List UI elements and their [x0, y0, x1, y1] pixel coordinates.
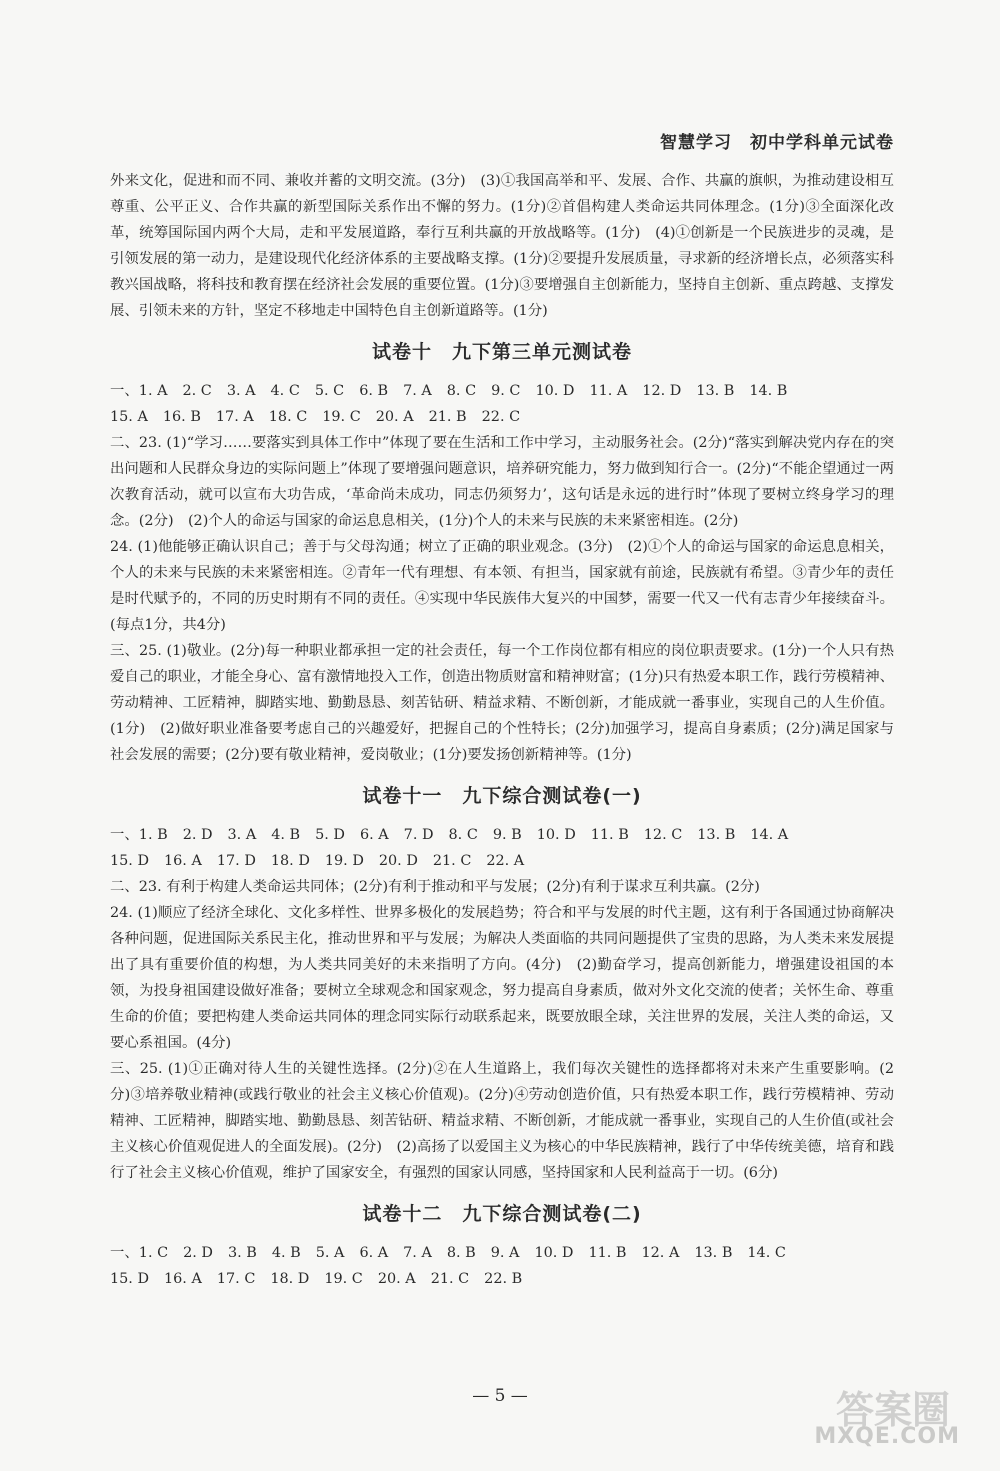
mc-answer: 10. D	[534, 1245, 574, 1261]
answer-paragraph: 三、25. (1)①正确对待人生的关键性选择。(2分)②在人生道路上，我们每次关键性的选择都将对未来产生重要影响。(2分)③培养敬业精神(或践行敬业的社会主义核心价值观)。(2分)④劳动创造价值，只有热爱本职工作，践行劳模精神、劳动精神、工匠精神，脚踏实地、勤勤恳恳、刻苦钻研、精益求精、不断创新，才能成就一番事业，实现自己的人生价值(或社会主义核心价值观促进人的全面发展)。(2分) (2)高扬了以爱国主义为核心的中华民族精神，践行了中华传统美德，培育和践行了社会主义核心价值观，维护了国家安全，有强烈的国家认同感，坚持国家和人民利益高于一切。(6分)	[110, 1061, 894, 1181]
answer-paragraph: 24. (1)他能够正确认识自己；善于与父母沟通；树立了正确的职业观念。(3分) (2)①个人的命运与国家的命运息息相关，个人的未来与民族的未来紧密相连。②青年一代有理想、有本领、有担当，国家就有前途，民族就有希望。③青少年的责任是时代赋予的，不同的历史时期有不同的责任。④实现中华民族伟大复兴的中国梦，需要一代又一代有志青少年接续奋斗。(每点1分，共4分)	[110, 539, 894, 633]
mc-answer: 10. D	[536, 827, 576, 843]
answer-paragraph: 三、25. (1)敬业。(2分)每一种职业都承担一定的社会责任，每一个工作岗位都有相应的岗位职责要求。(1分)一个人只有热爱自己的职业，才能全身心、富有激情地投入工作，创造出物质财富和精神财富；(1分)只有热爱本职工作，践行劳模精神、劳动精神、工匠精神，脚踏实地、勤勤恳恳、刻苦钻研、精益求精、不断创新，才能成就一番事业，实现自己的人生价值。(1分) (2)做好职业准备要考虑自己的兴趣爱好，把握自己的个性特长；(2分)加强学习，提高自身素质；(2分)满足国家与社会发展的需要；(2分)要有敬业精神，爱岗敬业；(1分)要发扬创新精神等。(1分)	[110, 643, 894, 763]
mc-answer: 6. A	[359, 1245, 389, 1261]
mc-answer: 6. A	[359, 827, 389, 843]
mc-prefix: 一、	[110, 827, 139, 843]
mc-answer: 2. D	[182, 827, 213, 843]
mc-answer: 21. B	[428, 409, 467, 425]
mc-answers-row	[110, 1266, 894, 1292]
mc-answer: 8. C	[446, 383, 477, 399]
mc-answer: 11. A	[589, 383, 628, 399]
mc-answer: 18. D	[270, 853, 310, 869]
mc-answer: 5. C	[314, 383, 345, 399]
mc-answer: 1. C	[138, 1245, 169, 1261]
mc-answer: 16. B	[162, 409, 201, 425]
mc-answer: 3. B	[227, 1245, 257, 1261]
mc-answer: 20. D	[378, 853, 418, 869]
watermark-logo-text: 答案圈	[835, 1388, 950, 1432]
mc-answers-row	[110, 848, 894, 874]
mc-answers-row	[110, 1240, 894, 1266]
mc-answer: 13. B	[696, 383, 735, 399]
mc-answer: 22. C	[481, 409, 521, 425]
mc-answer: 14. C	[747, 1245, 786, 1261]
mc-answer: 19. C	[322, 409, 361, 425]
mc-answer: 15. D	[110, 853, 149, 869]
mc-answer: 19. C	[324, 1271, 363, 1287]
mc-answer: 4. B	[271, 1245, 301, 1261]
mc-answer: 12. D	[642, 383, 682, 399]
mc-answer: 11. B	[588, 1245, 627, 1261]
mc-answers-row	[110, 404, 894, 430]
mc-answers-row	[110, 378, 894, 404]
page-number: — 5 —	[472, 1386, 528, 1406]
intro-paragraph: 外来文化，促进和而不同、兼收并蓄的文明交流。(3分) (3)①我国高举和平、发展、合作、共赢的旗帜，为推动建设相互尊重、公平正义、合作共赢的新型国际关系作出不懈的努力。(1分)②首倡构建人类命运共同体理念。(1分)③全面深化改革，统筹国际国内两个大局，走和平发展道路，奉行互利共赢的开放战略等。(1分) (4)①创新是一个民族进步的灵魂，是引领发展的第一动力，是建设现代化经济体系的主要战略支撑。(1分)②要提升发展质量，寻求新的经济增长点，必须落实科教兴国战略，将科技和教育摆在经济社会发展的重要位置。(1分)③要增强自主创新能力，坚持自主创新、重点跨越、支撑发展、引领未来的方针，坚定不移地走中国特色自主创新道路等。(1分)	[110, 173, 894, 319]
mc-answer: 13. B	[694, 1245, 733, 1261]
mc-answers-row	[110, 822, 894, 848]
section-title: 试卷十 九下第三单元测试卷	[371, 341, 632, 363]
mc-answer: 14. B	[749, 383, 788, 399]
mc-answer: 16. A	[164, 1271, 202, 1287]
mc-answer: 13. B	[697, 827, 736, 843]
mc-prefix: 一、	[110, 383, 139, 399]
mc-answer: 11. B	[590, 827, 629, 843]
mc-answer: 3. A	[226, 383, 256, 399]
mc-answer: 18. D	[270, 1271, 310, 1287]
mc-answer: 15. A	[110, 409, 148, 425]
mc-answer: 14. A	[750, 827, 789, 843]
mc-answer: 10. D	[535, 383, 575, 399]
mc-answer: 8. B	[446, 1245, 476, 1261]
mc-answer: 19. D	[324, 853, 364, 869]
mc-answer: 17. A	[215, 409, 254, 425]
mc-prefix: 一、	[110, 1245, 139, 1261]
watermark-logo	[790, 1379, 960, 1449]
mc-answer: 18. C	[268, 409, 308, 425]
mc-answer: 17. C	[216, 1271, 256, 1287]
mc-answer: 15. D	[110, 1271, 149, 1287]
answer-paragraph: 二、23. (1)“学习……要落实到具体工作中”体现了要在生活和工作中学习，主动服务社会。(2分)“落实到解决党内存在的突出问题和人民群众身边的实际问题上”体现了要增强问题意识，培养研究能力，努力做到知行合一。(2分)“不能企望通过一两次教育活动，就可以宣布大功告成，‘革命尚未成功，同志仍须努力’，这句话是永远的进行时”体现了要树立终身学习的理念。(2分) (2)个人的命运与国家的命运息息相关，(1分)个人的未来与民族的未来紧密相连。(2分)	[110, 435, 894, 529]
section-title: 试卷十一 九下综合测试卷(一)	[362, 785, 642, 807]
mc-answer: 21. C	[432, 853, 472, 869]
answer-content	[110, 168, 894, 1292]
mc-answer: 21. C	[430, 1271, 470, 1287]
mc-answer: 6. B	[359, 383, 389, 399]
answer-paragraph: 二、23. 有利于构建人类命运共同体；(2分)有利于推动和平与发展；(2分)有利于谋求互利共赢。(2分)	[110, 879, 760, 895]
mc-answer: 1. B	[138, 827, 168, 843]
section-title: 试卷十二 九下综合测试卷(二)	[362, 1203, 642, 1225]
mc-answer: 9. A	[490, 1245, 520, 1261]
mc-answer: 2. C	[182, 383, 212, 399]
mc-answer: 7. A	[403, 383, 432, 399]
mc-answer: 16. A	[164, 853, 202, 869]
mc-answer: 20. A	[375, 409, 414, 425]
mc-answer: 17. D	[216, 853, 256, 869]
mc-answer: 20. A	[377, 1271, 416, 1287]
watermark-url: MXQE.COM	[814, 1424, 960, 1449]
page-header: 智慧学习 初中学科单元试卷	[660, 133, 894, 153]
mc-answer: 8. C	[448, 827, 478, 843]
mc-answer: 2. D	[183, 1245, 213, 1261]
answer-paragraph: 24. (1)顺应了经济全球化、文化多样性、世界多极化的发展趋势；符合和平与发展的时代主题，这有利于各国通过协商解决各种问题，促进国际关系民主化，推动世界和平与发展；为解决人类面临的共同问题提供了宝贵的思路，为人类未来发展提出了具有重要价值的构想，为人类共同美好的未来指明了方向。(4分) (2)勤奋学习，提高创新能力，增强建设祖国的本领，为投身祖国建设做好准备；要树立全球观念和国家观念，努力提高自身素质，做对外文化交流的使者；关怀生命、尊重生命的价值；要把构建人类命运共同体的理念同实际行动联系起来，既要放眼全球，关注世界的发展，关注人类的命运，又要心系祖国。(4分)	[110, 905, 894, 1051]
mc-answer: 4. B	[271, 827, 301, 843]
mc-answer: 12. C	[643, 827, 683, 843]
mc-answer: 7. D	[403, 827, 434, 843]
mc-answer: 9. B	[492, 827, 522, 843]
mc-answer: 4. C	[270, 383, 300, 399]
mc-answer: 3. A	[227, 827, 257, 843]
mc-answer: 22. B	[484, 1271, 523, 1287]
mc-answer: 12. A	[641, 1245, 680, 1261]
mc-answer: 22. A	[486, 853, 525, 869]
mc-answer: 5. D	[315, 827, 345, 843]
mc-answer: 7. A	[403, 1245, 432, 1261]
mc-answer: 9. C	[491, 383, 521, 399]
mc-answer: 5. A	[315, 1245, 345, 1261]
mc-answer: 1. A	[138, 383, 168, 399]
